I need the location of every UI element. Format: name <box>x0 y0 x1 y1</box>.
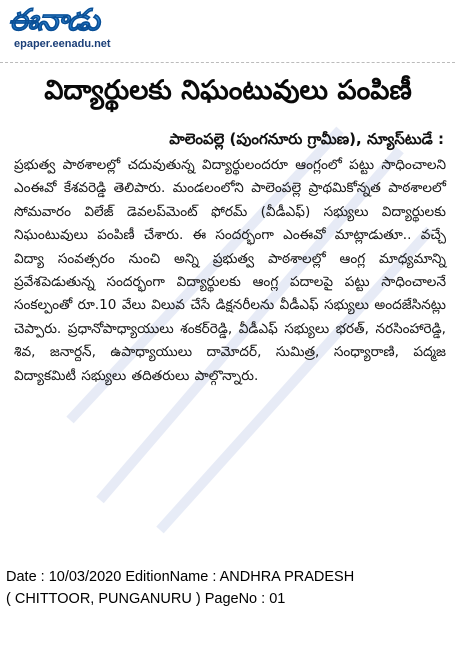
eenadu-logo: ఈనాడు <box>8 4 208 38</box>
header-divider <box>0 62 455 63</box>
edition-date-line: Date : 10/03/2020 EditionName : ANDHRA PRADESH <box>6 569 355 585</box>
masthead <box>8 4 208 56</box>
edition-info <box>6 566 446 610</box>
site-url: epaper.eenadu.net <box>14 38 111 50</box>
edition-page-line: ( CHITTOOR, PUNGANURU ) PageNo : 01 <box>6 591 286 607</box>
article-paragraph: ప్రభుత్వ పాఠశాలల్లో చదువుతున్న విద్యార్థులందరూ ఆంగ్లంలో పట్టు సాధించాలని ఎంఈవో కేశవరెడ్డి తెలిపారు. మండలంలోని పాలెంపల్లె ప్రాథమికోన్నత పాఠశాలలో సోమవారం విలేజ్ డెవలప్‌మెంట్ ఫోరమ్ (వీడీఎఫ్) సభ్యులు విద్యార్థులకు నిఘంటువులు పంపిణీ చేశారు. ఈ సందర్భంగా ఎంఈవో మాట్లాడుతూ.. వచ్చే విద్యా సంవత్సరం నుంచి అన్ని ప్రభుత్వ పాఠశాలల్లో ఆంగ్ల మాధ్యమాన్ని ప్రవేశపెడుతున్న సందర్భంగా విద్యార్థులకు ఆంగ్ల పదాలపై పట్టు సాధించాలనే సంకల్పంతో రూ.10 వేలు విలువ చేసే డిక్షనరీలను వీడీఎఫ్ సభ్యులు అందజేసినట్లు చెప్పారు. ప్రధానోపాధ్యాయులు శంకర్‌రెడ్డి, వీడీఎఫ్ సభ్యులు భరత్, నరసింహారెడ్డి, శివ, జనార్దన్, ఉపాధ్యాయులు దామోదర్, సుమిత్ర, సంధ్యారాణి, పద్మజ విద్యాకమిటీ సభ్యులు తదితరులు పాల్గొన్నారు. <box>14 157 446 384</box>
article-body <box>14 124 446 388</box>
article-headline: విద్యార్థులకు నిఘంటువులు పంపిణీ <box>44 75 412 106</box>
article-dateline: పాలెంపల్లె (పుంగనూరు గ్రామీణ), న్యూస్‌టుడే : <box>169 130 444 148</box>
